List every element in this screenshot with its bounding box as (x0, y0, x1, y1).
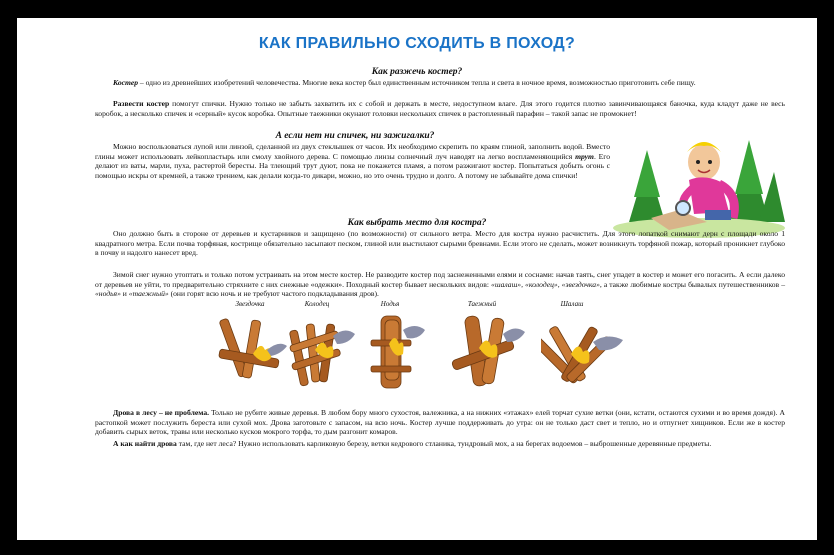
term-tinder: трут (575, 151, 594, 161)
text-winter-b: , а также любимые костры бывалых путешественников – (599, 279, 785, 289)
fire-label-shalash: Шалаш (560, 300, 584, 308)
term-campfire: Костер (113, 78, 139, 87)
paragraph-firewood (95, 408, 785, 437)
paragraph-place (95, 229, 785, 258)
fire-taezhny-illustration (447, 310, 527, 390)
fire-zvezdochka-illustration (217, 310, 289, 390)
page-title: КАК ПРАВИЛЬНО СХОДИТЬ В ПОХОД? (258, 35, 576, 52)
document-page (17, 18, 817, 540)
fire-label-nodya: Нодья (380, 300, 400, 308)
paragraph-campfire (95, 78, 785, 88)
fire-label-kolodets: Колодец (304, 300, 330, 308)
text-lens-a: Можно воспользоваться лупой или линзой, сделанной из двух стеклышек от часов. Их необходимо скрепить по краям глиной, заполнить водой. Вместо глины может использовать лейкопластырь или смолу хвойного дерева. С помощью линзы солнечный луч наводят на легко воспламеняющийся (95, 142, 610, 161)
term-firewood: Дрова в лесу – не проблема. (113, 408, 210, 417)
heading-how-to-light: Как разжечь костер? (371, 67, 463, 77)
text-winter-c: и (120, 289, 129, 299)
fire-label-zvezdochka: Звездочка (235, 300, 265, 308)
term-nodya: «нодья» (95, 289, 121, 299)
paragraph-lens (95, 142, 610, 180)
right-edge (817, 18, 834, 540)
text-campfire: – одно из древнейших изобретений человечества. Многие века костер был единственным источником тепла и света в ночное время, возможностью приготовить себе пищу. (138, 78, 696, 87)
text-place: Оно должно быть в стороне от деревьев и кустарников и защищено (по возможности) от сильного ветра. Место для костра нужно расчистить. Для этого лопаткой снимают дерн с площади около 1 квадратного метра. Если почва торфяная, кострище обязательно засыпают песком, глиной или выстилают сырыми бревнами. Если этого не сделать, может возникнуть торфяной пожар, который проникнет глубоко в почву и надолго нанесет вред. (95, 229, 785, 258)
paragraph-winter (95, 270, 785, 299)
term-find-firewood: А как найти дрова (113, 439, 177, 448)
term-light-fire: Развести костер (113, 99, 170, 108)
fire-kolodets-illustration (285, 310, 357, 390)
text-lens-b: . Его делают из ваты, марли, пуха, растертой бересты. На тлеющий трут дуют, пока не покажется пламя, а потом разжигают костер. Попытаться добыть огонь с помощью искры от кремней, а также трением, как делали когда-то дикари, можно, но это очень трудно и долго. А потому не забывайте дома спички! (95, 151, 610, 180)
term-fire-types: «шалаш», «колодец», «звездочка» (491, 279, 600, 289)
text-winter-d: (они горят всю ночь и не требуют частого подкладывания дров). (168, 289, 379, 299)
text-no-forest: там, где нет леса? Нужно использовать карликовую березу, ветки кедрового стланика, тундровый мох, а на берегах водоемов – выброшенные деревянные предметы. (176, 439, 712, 448)
term-taezhny: «таежный» (128, 289, 169, 299)
fire-shalash-illustration (541, 310, 625, 390)
fire-label-taezhny: Таежный (467, 300, 497, 308)
paragraph-matches (95, 99, 785, 118)
text-matches: помогут спички. Нужно только не забыть захватить их с собой и держать в месте, недоступном влаге. Для этого годится плотно завинчивающаяся баночка, куда кладут даже не весь коробок, а несколько спичек и «серный» кусок коробка. Опытные таежники окунают головки нескольких спичек в растопленный парафин – такой запас не промокнет! (95, 99, 785, 118)
text-winter-a: Зимой снег нужно утоптать и только потом устраивать на этом месте костер. Не разводите костер под заснеженными елями и соснами: начав таять, снег упадет в костер и может его погасить. А если далеко от деревьев не уйти, то предварительно стряхните с них снежные «одежки». Походный костер бывает нескольких видов: (95, 270, 785, 289)
fire-nodya-illustration (363, 310, 427, 390)
text-firewood: Только не рубите живые деревья. В любом бору много сухостоя, валежника, а на нижних «этажах» елей торчат сухие ветки (они, кстати, остаются сухими и во время дождя). А растопкой может послужить береста или сухой мох. Дрова заготовьте с запасом, на всю ночь. Костер лучше поддерживать до утра: он не только даст свет и тепло, но и отпугнет хищников. Если же в костер добавить сырых веток, травы или несколько кусков мокрого торфа, то дым разгонит комаров. (95, 408, 785, 437)
heading-choose-place: Как выбрать место для костра? (347, 218, 487, 228)
heading-no-matches: А если нет ни спичек, ни зажигалки? (275, 131, 435, 141)
paragraph-no-forest (95, 439, 785, 449)
